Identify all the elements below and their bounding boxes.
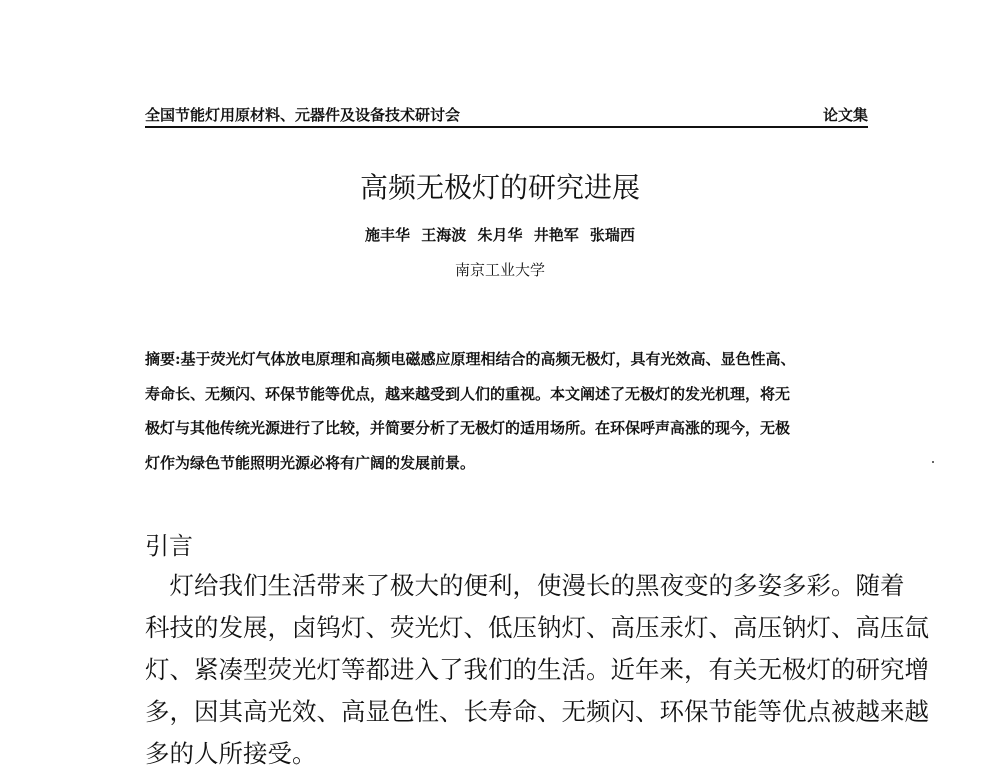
abstract-line: 寿命长、无频闪、环保节能等优点，越来越受到人们的重视。本文阐述了无极灯的发光机理，将无 xyxy=(145,384,791,403)
proceedings-label: 论文集 xyxy=(822,106,868,124)
body-line: 多，因其高光效、高显色性、长寿命、无频闪、环保节能等优点被越来越 xyxy=(145,697,929,726)
body-line: 灯给我们生活带来了极大的便利，使漫长的黑夜变的多姿多彩。随着 xyxy=(145,571,905,600)
abstract xyxy=(145,342,875,480)
abstract-label: 摘要: xyxy=(145,350,181,368)
abstract-line xyxy=(145,342,875,377)
authors: 施丰华 王海波 朱月华 井艳军 张瑞西 xyxy=(365,226,635,244)
abstract-line: 灯作为绿色节能照明光源必将有广阔的发展前景。 xyxy=(145,453,476,472)
abstract-line: 极灯与其他传统光源进行了比较，并简要分析了无极灯的适用场所。在环保呼声高涨的现今，无极 xyxy=(145,419,791,437)
body-line: 科技的发展，卤钨灯、荧光灯、低压钠灯、高压汞灯、高压钠灯、高压氙 xyxy=(145,613,929,642)
section-heading: 引言 xyxy=(145,532,193,560)
running-header xyxy=(145,104,868,128)
section-body xyxy=(145,565,929,775)
conference-name: 全国节能灯用原材料、元器件及设备技术研讨会 xyxy=(145,106,461,124)
body-line: 灯、紧凑型荧光灯等都进入了我们的生活。近年来，有关无极灯的研究增 xyxy=(145,655,929,684)
body-line: 多的人所接受。 xyxy=(145,739,317,768)
paper-title: 高频无极灯的研究进展 xyxy=(359,171,640,204)
affiliation: 南京工业大学 xyxy=(454,261,545,279)
abstract-text: 基于荧光灯气体放电原理和高频电磁感应原理相结合的高频无极灯，具有光效高、显色性高、 xyxy=(180,350,796,368)
scan-speck xyxy=(932,461,934,463)
